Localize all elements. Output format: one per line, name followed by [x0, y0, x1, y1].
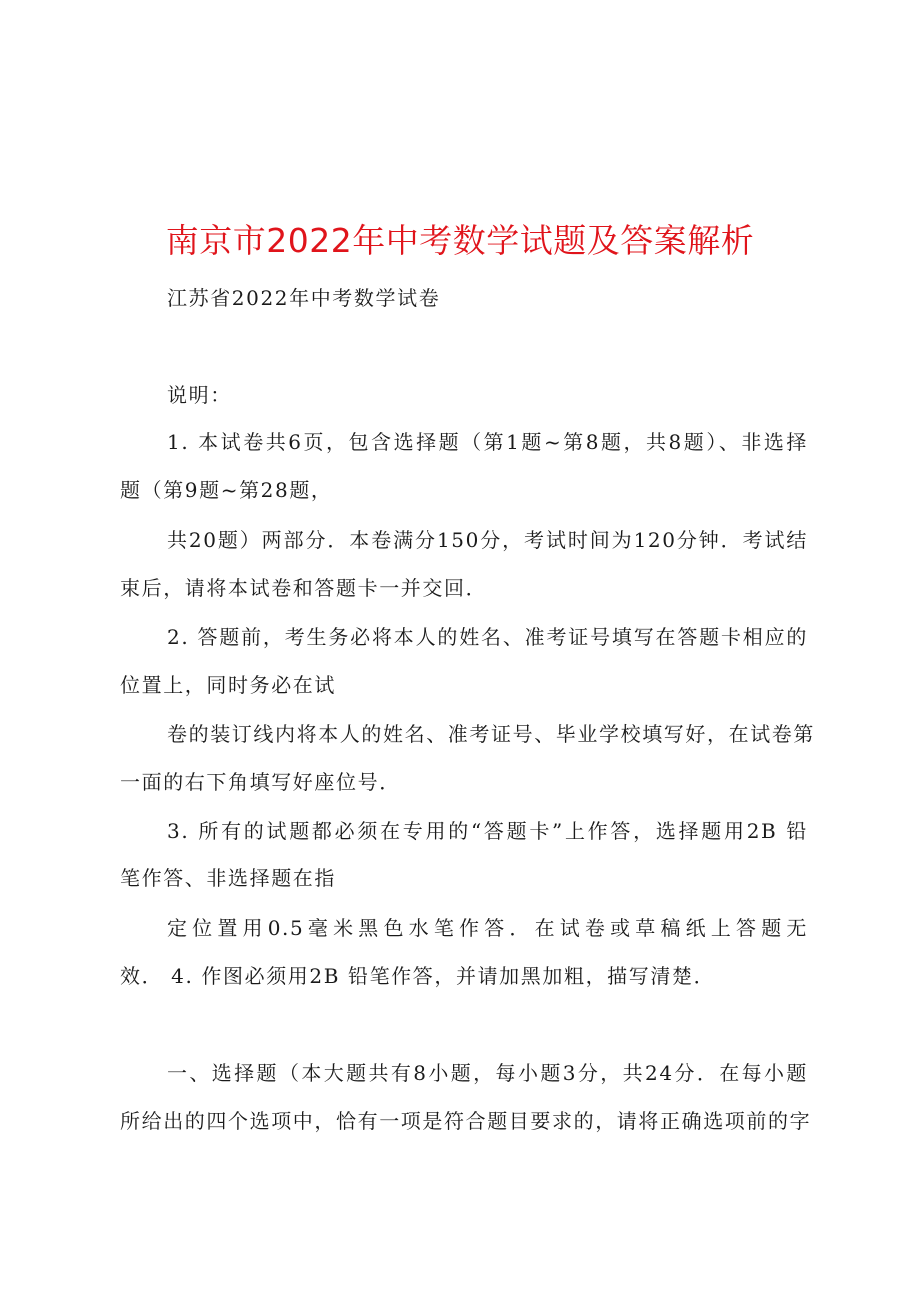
- instruction-1-line-3: 共20题）两部分．本卷满分150分，考试时间为120分钟．考试结: [167, 528, 808, 552]
- instructions-heading: 说明：: [167, 383, 232, 407]
- exam-subtitle: 江苏省2022年中考数学试卷: [167, 286, 441, 310]
- instruction-3-line-3: 定位置用0.5毫米黑色水笔作答．在试卷或草稿纸上答题无: [167, 916, 808, 940]
- instruction-3-line-1: 3. 所有的试题都必须在专用的“答题卡”上作答，选择题用2B 铅: [167, 819, 808, 843]
- section-one-line-2: 所给出的四个选项中，恰有一项是符合题目要求的，请将正确选项前的字: [120, 1109, 812, 1133]
- instruction-2-line-2: 位置上，同时务必在试: [120, 673, 336, 697]
- instruction-2-line-3: 卷的装订线内将本人的姓名、准考证号、毕业学校填写好，在试卷第: [167, 722, 815, 746]
- instruction-3-4-line: 效． 4. 作图必须用2B 铅笔作答，并请加黑加粗，描写清楚．: [120, 964, 716, 988]
- instruction-1-line-2: 题（第9题~第28题，: [120, 478, 333, 502]
- instruction-3-line-2: 笔作答、非选择题在指: [120, 866, 336, 890]
- document-title: 南京市2022年中考数学试题及答案解析: [165, 221, 755, 261]
- instruction-1-line-4: 束后，请将本试卷和答题卡一并交回．: [120, 576, 488, 600]
- section-one-line-1: 一、选择题（本大题共有8小题，每小题3分，共24分．在每小题: [167, 1061, 808, 1085]
- instruction-2-line-4: 一面的右下角填写好座位号．: [120, 770, 401, 794]
- instruction-1-line-1: 1. 本试卷共6页，包含选择题（第1题~第8题，共8题）、非选择: [167, 430, 808, 454]
- instruction-2-line-1: 2. 答题前，考生务必将本人的姓名、准考证号填写在答题卡相应的: [167, 625, 808, 649]
